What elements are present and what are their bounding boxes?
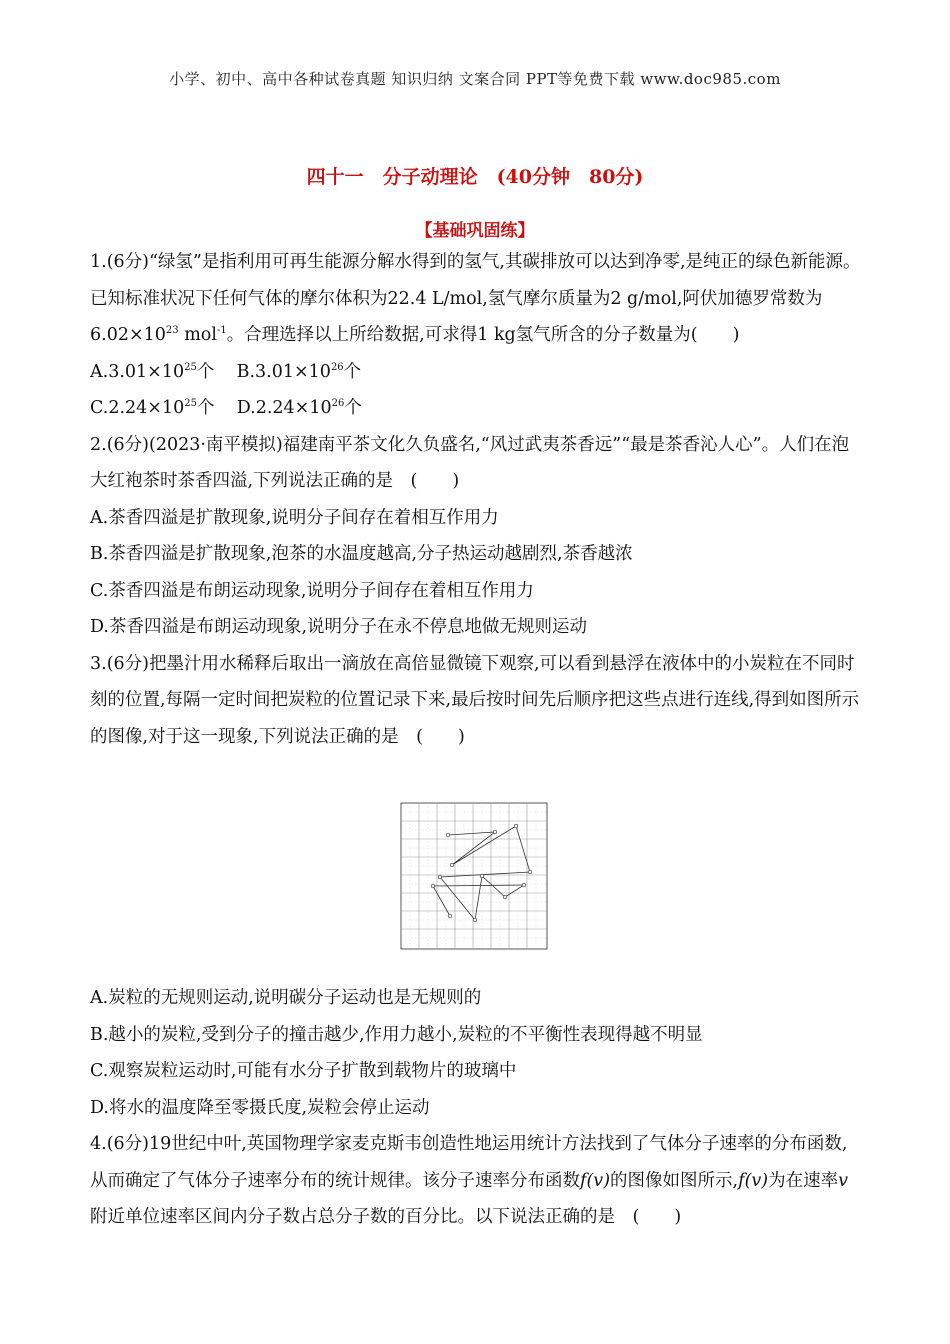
q1-option-d-sup: 26 <box>331 398 345 409</box>
q1-option-b[interactable] <box>237 362 362 382</box>
q4-text-b: 的图像如图所示, <box>610 1170 739 1191</box>
q1-options-row-2 <box>90 390 862 427</box>
q4-function-2: f(v) <box>738 1170 769 1191</box>
section-heading: 【基础巩固练】 <box>415 221 535 241</box>
brownian-motion-figure <box>400 802 548 950</box>
q4-variable-v: v <box>838 1170 849 1191</box>
q1-text-a: 1.(6分)“绿氢”是指利用可再生能源分解水得到的氢气,其碳排放可以达到净零,是纯正的绿色新能源。已知标准状况下任何气体的摩尔体积为22.4 L/mol,氢气摩尔质量为2 g/mol,阿伏加德罗常数为6.02×10 <box>90 252 861 345</box>
q1-option-a-text: A.3.01×10 <box>90 361 185 382</box>
q1-text-b: mol <box>178 325 217 345</box>
q1-option-c[interactable] <box>90 398 214 418</box>
question-1 <box>90 244 862 755</box>
q1-option-d-text: D.2.24×10 <box>236 398 332 418</box>
question-2-stem: 2.(6分)(2023·南平模拟)福建南平茶文化久负盛名,“风过武夷茶香远”“最是茶香沁人心”。人们在泡大红袍茶时茶香四溢,下列说法正确的是 ( ) <box>90 434 850 491</box>
q4-text-a: 4.(6分)19世纪中叶,英国物理学家麦克斯韦创造性地运用统计方法找到了气体分子速率的分布函数,从而确定了气体分子速率分布的统计规律。该分子速率分布函数 <box>90 1134 848 1191</box>
q4-text-c: 为在速率 <box>768 1170 839 1191</box>
q1-option-d-unit: 个 <box>344 398 362 418</box>
q1-option-a-sup: 25 <box>184 361 197 373</box>
q2-option-b[interactable]: B.茶香四溢是扩散现象,泡茶的水温度越高,分子热运动越剧烈,茶香越浓 <box>90 544 633 564</box>
page-title: 四十一 分子动理论 (40分钟 80分) <box>306 166 644 188</box>
question-3-options <box>90 980 862 1236</box>
figure-minor-grid <box>401 803 547 949</box>
q1-option-d[interactable] <box>237 398 362 418</box>
q1-options-row-1 <box>90 354 862 391</box>
q4-text-d: 附近单位速率区间内分子数占总分子数的百分比。以下说法正确的是 ( ) <box>90 1207 682 1227</box>
question-1-stem <box>90 244 862 354</box>
q1-option-b-sup: 26 <box>330 361 344 373</box>
q2-option-a[interactable]: A.茶香四溢是扩散现象,说明分子间存在着相互作用力 <box>90 507 499 528</box>
q1-option-c-unit: 个 <box>196 398 215 418</box>
page-header: 小学、初中、高中各种试卷真题 知识归纳 文案合同 PPT等免费下载 www.doc985.com <box>169 70 781 88</box>
particle-path <box>433 826 530 920</box>
question-4-stem <box>90 1126 862 1236</box>
q1-option-b-text: B.3.01×10 <box>236 361 331 382</box>
q1-option-c-text: C.2.24×10 <box>90 398 185 418</box>
question-3-stem: 3.(6分)把墨汁用水稀释后取出一滴放在高倍显微镜下观察,可以看到悬浮在液体中的小炭粒在不同时刻的位置,每隔一定时间把炭粒的位置记录下来,最后按时间先后顺序把这些点进行连线,得到如图所示的图像,对于这一现象,下列说法正确的是 ( ) <box>90 653 860 747</box>
q4-function-1: f(v) <box>580 1170 611 1191</box>
q1-text-c: 。合理选择以上所给数据,可求得1 kg氢气所含的分子数量为( ) <box>226 325 740 345</box>
q3-option-a[interactable]: A.炭粒的无规则运动,说明碳分子运动也是无规则的 <box>90 988 482 1008</box>
q1-option-c-sup: 25 <box>184 398 197 409</box>
q3-option-d[interactable]: D.将水的温度降至零摄氏度,炭粒会停止运动 <box>90 1097 430 1118</box>
q1-option-a-unit: 个 <box>196 361 215 382</box>
q2-option-c[interactable]: C.茶香四溢是布朗运动现象,说明分子间存在着相互作用力 <box>90 580 534 601</box>
q2-option-d[interactable]: D.茶香四溢是布朗运动现象,说明分子在永不停息地做无规则运动 <box>90 617 588 637</box>
q3-option-c[interactable]: C.观察炭粒运动时,可能有水分子扩散到载物片的玻璃中 <box>90 1061 517 1081</box>
q1-sup-a: 23 <box>165 325 179 336</box>
q1-option-b-unit: 个 <box>343 361 362 382</box>
q1-sup-b: -1 <box>216 325 227 336</box>
figure-grid <box>401 803 547 949</box>
q1-option-a[interactable] <box>90 362 214 382</box>
q3-option-b[interactable]: B.越小的炭粒,受到分子的撞击越少,作用力越小,炭粒的不平衡性表现得越不明显 <box>90 1024 703 1045</box>
